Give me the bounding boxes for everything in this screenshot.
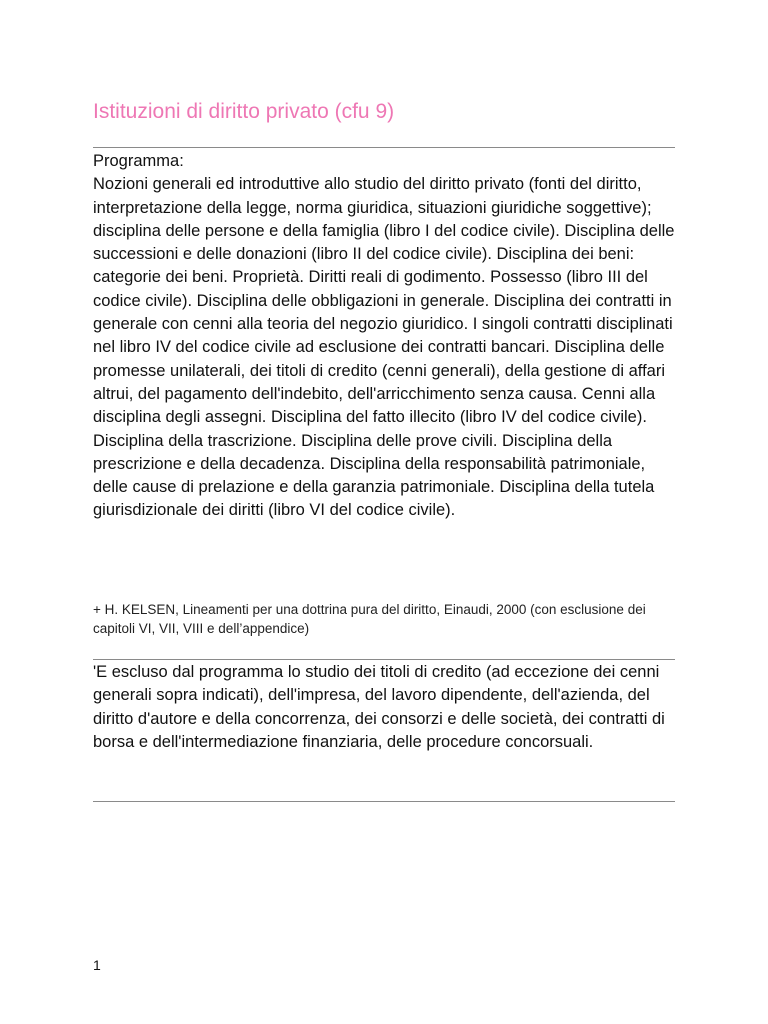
programma-body: Nozioni generali ed introduttive allo studio del diritto privato (fonti del diritto, interpretazione della legge, norma giuridica, situazioni giuridiche soggettive); disciplina delle persone e della famiglia (libro I del codice civile). Disciplina delle successioni e delle donazioni (libro II del codice civile). Disciplina dei beni: categorie dei beni. Proprietà. Diritti reali di godimento. Possesso (libro III del codice civile). Disciplina delle obbligazioni in generale. Disciplina dei contratti in generale con cenni alla teoria del negozio giuridico. I singoli contratti disciplinati nel libro IV del codice civile ad esclusione dei contratti bancari. Disciplina delle promesse unilaterali, dei titoli di credito (cenni generali), della gestione di affari altrui, del pagamento dell'indebito, dell'arricchimento senza causa. Cenni alla disciplina degli assegni. Disciplina del fatto illecito (libro IV del codice civile). Disciplina della trascrizione. Disciplina delle prove civili. Disciplina della prescrizione e della decadenza. Disciplina della responsabilità patrimoniale, delle cause di prelazione e della garanzia patrimoniale. Disciplina della tutela giurisdizionale dei diritti (libro VI del codice civile). [93,175,675,520]
divider-bottom [93,801,675,802]
programma-heading: Programma: [93,152,184,170]
divider-middle [93,659,675,660]
bibliography-note: + H. KELSEN, Lineamenti per una dottrina pura del diritto, Einaudi, 2000 (con esclusione dei capitoli VI, VII, VIII e dell’appendice) [93,602,646,636]
divider-top [93,147,675,148]
exclusion-note: 'E escluso dal programma lo studio dei titoli di credito (ad eccezione dei cenni generali sopra indicati), dell'impresa, del lavoro dipendente, dell'azienda, del diritto d'autore e della concorrenza, dei consorzi e delle società, dei contratti di borsa e dell'intermediazione finanziaria, delle procedure concorsuali. [93,663,665,751]
page-title: Istituzioni di diritto privato (cfu 9) [93,100,395,123]
page-number: 1 [93,957,101,973]
programma-section [93,150,683,523]
